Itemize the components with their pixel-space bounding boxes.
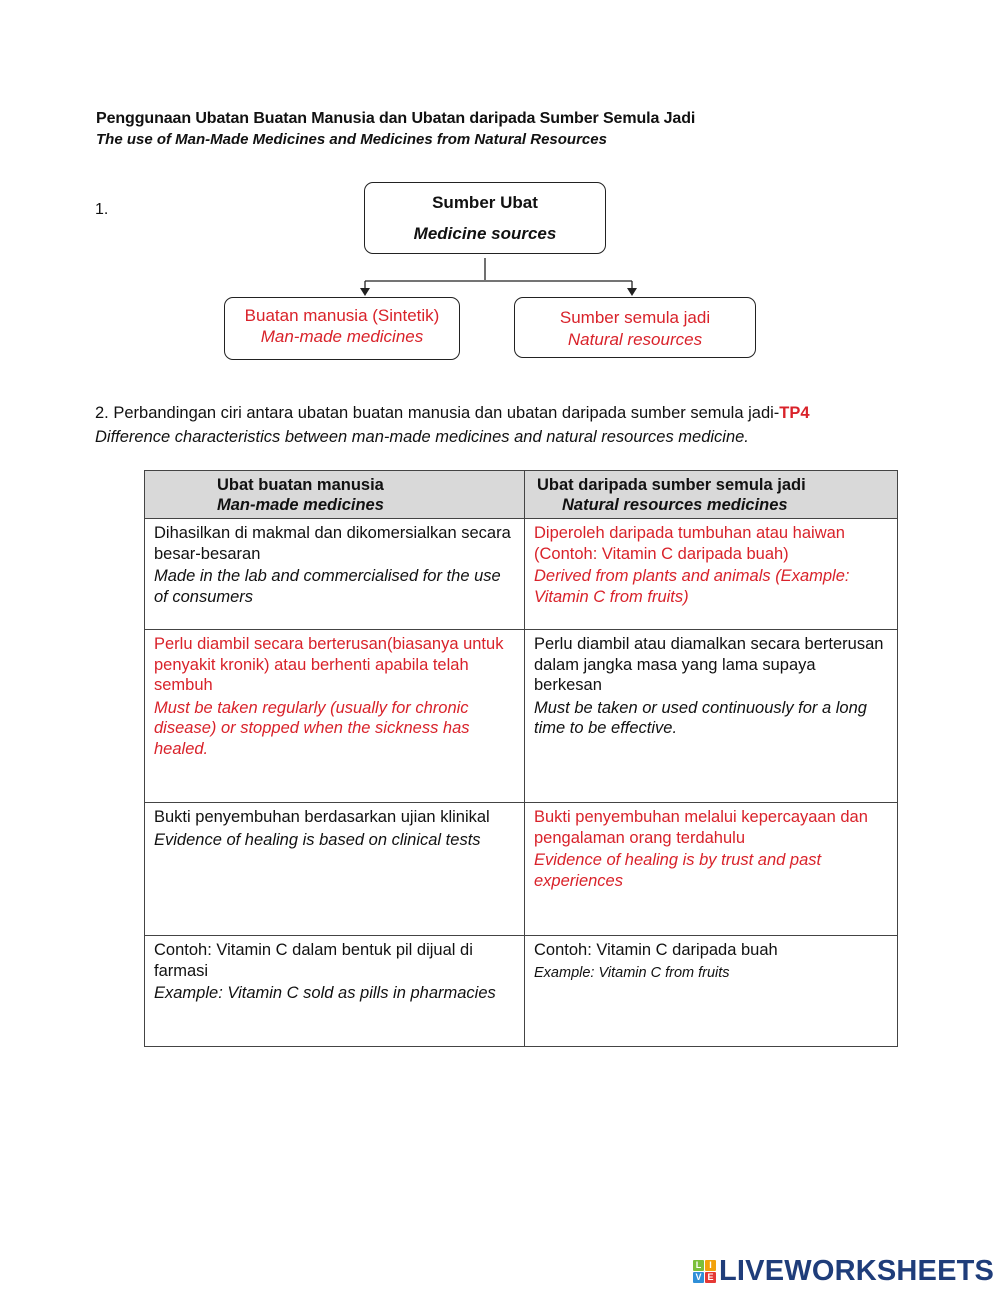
question-2-prompt-ms: 2. Perbandingan ciri antara ubatan buatan manusia dan ubatan daripada sumber semula jadi- xyxy=(95,404,780,422)
header-en: Man-made medicines xyxy=(217,496,384,514)
arrow-down-icon xyxy=(360,288,370,296)
cell-text-en: Must be taken or used continuously for a long time to be effective. xyxy=(534,698,867,737)
cell-text-en: Evidence of healing is based on clinical tests xyxy=(154,830,481,849)
logo-block: V xyxy=(693,1272,704,1283)
diagram-root-box xyxy=(364,182,606,254)
logo-text: LIVEWORKSHEETS xyxy=(719,1254,995,1287)
child-label-ms: Buatan manusia (Sintetik) xyxy=(244,306,440,325)
comparison-table xyxy=(144,470,898,1047)
cell-text-en: Evidence of healing is by trust and past experiences xyxy=(534,851,822,890)
child-label-en: Man-made medicines xyxy=(260,327,424,346)
table-cell xyxy=(525,936,898,1047)
table-row xyxy=(145,936,898,1047)
diagram-child-natural[interactable] xyxy=(514,297,756,358)
header-en: Natural resources medicines xyxy=(562,496,788,514)
cell-text-ms: Perlu diambil secara berterusan(biasanya untuk penyakit kronik) atau berhenti apabila telah sembuh xyxy=(154,635,504,694)
cell-text-en: Made in the lab and commercialised for the use of consumers xyxy=(154,567,501,606)
cell-text-ms: Bukti penyembuhan melalui kepercayaan dan pengalaman orang terdahulu xyxy=(534,808,868,847)
table-row xyxy=(145,803,898,936)
table-row xyxy=(145,519,898,630)
logo-block: I xyxy=(705,1260,716,1271)
header-man-made xyxy=(145,471,525,519)
arrow-down-icon xyxy=(627,288,637,296)
header-ms: Ubat daripada sumber semula jadi xyxy=(537,476,806,494)
question-2-prompt xyxy=(95,404,810,423)
live-blocks-icon xyxy=(693,1260,716,1283)
cell-text-ms: Bukti penyembuhan berdasarkan ujian klinikal xyxy=(154,808,490,826)
cell-text-en: Derived from plants and animals (Example: Vitamin C from fruits) xyxy=(534,567,850,606)
cell-text-ms: Contoh: Vitamin C daripada buah xyxy=(534,941,778,959)
page-subtitle: The use of Man-Made Medicines and Medicines from Natural Resources xyxy=(96,131,607,148)
table-cell xyxy=(145,936,525,1047)
header-ms: Ubat buatan manusia xyxy=(217,476,384,494)
cell-text-ms: Dihasilkan di makmal dan dikomersialkan secara besar-besaran xyxy=(154,524,511,563)
answer-cell[interactable] xyxy=(525,519,898,630)
table-row xyxy=(145,630,898,803)
cell-text-en: Example: Vitamin C from fruits xyxy=(534,964,730,981)
root-label-en: Medicine sources xyxy=(413,224,557,243)
cell-text-ms: Perlu diambil atau diamalkan secara berterusan dalam jangka masa yang lama supaya berkesan xyxy=(534,635,884,694)
diagram-child-man-made[interactable] xyxy=(224,297,460,360)
root-label-ms: Sumber Ubat xyxy=(432,193,538,212)
child-label-ms: Sumber semula jadi xyxy=(559,308,711,327)
question-1-number: 1. xyxy=(95,201,109,218)
table-header-row xyxy=(145,471,898,519)
header-natural xyxy=(525,471,898,519)
child-label-en: Natural resources xyxy=(567,330,703,349)
cell-text-ms: Contoh: Vitamin C dalam bentuk pil dijual di farmasi xyxy=(154,941,473,980)
liveworksheets-logo[interactable] xyxy=(693,1256,994,1286)
logo-block: L xyxy=(693,1260,704,1271)
answer-cell[interactable] xyxy=(145,630,525,803)
level-tag: TP4 xyxy=(779,404,810,422)
diagram-connectors xyxy=(0,0,1000,310)
question-2-prompt-en: Difference characteristics between man-made medicines and natural resources medicine. xyxy=(95,428,749,446)
logo-block: E xyxy=(705,1272,716,1283)
table-cell xyxy=(145,519,525,630)
table-cell xyxy=(145,803,525,936)
page-title: Penggunaan Ubatan Buatan Manusia dan Ubatan daripada Sumber Semula Jadi xyxy=(96,110,696,127)
cell-text-en: Must be taken regularly (usually for chronic disease) or stopped when the sickness has healed. xyxy=(154,698,470,758)
table-cell xyxy=(525,630,898,803)
answer-cell[interactable] xyxy=(525,803,898,936)
cell-text-en: Example: Vitamin C sold as pills in pharmacies xyxy=(154,984,496,1002)
cell-text-ms: Diperoleh daripada tumbuhan atau haiwan (Contoh: Vitamin C daripada buah) xyxy=(534,524,845,563)
